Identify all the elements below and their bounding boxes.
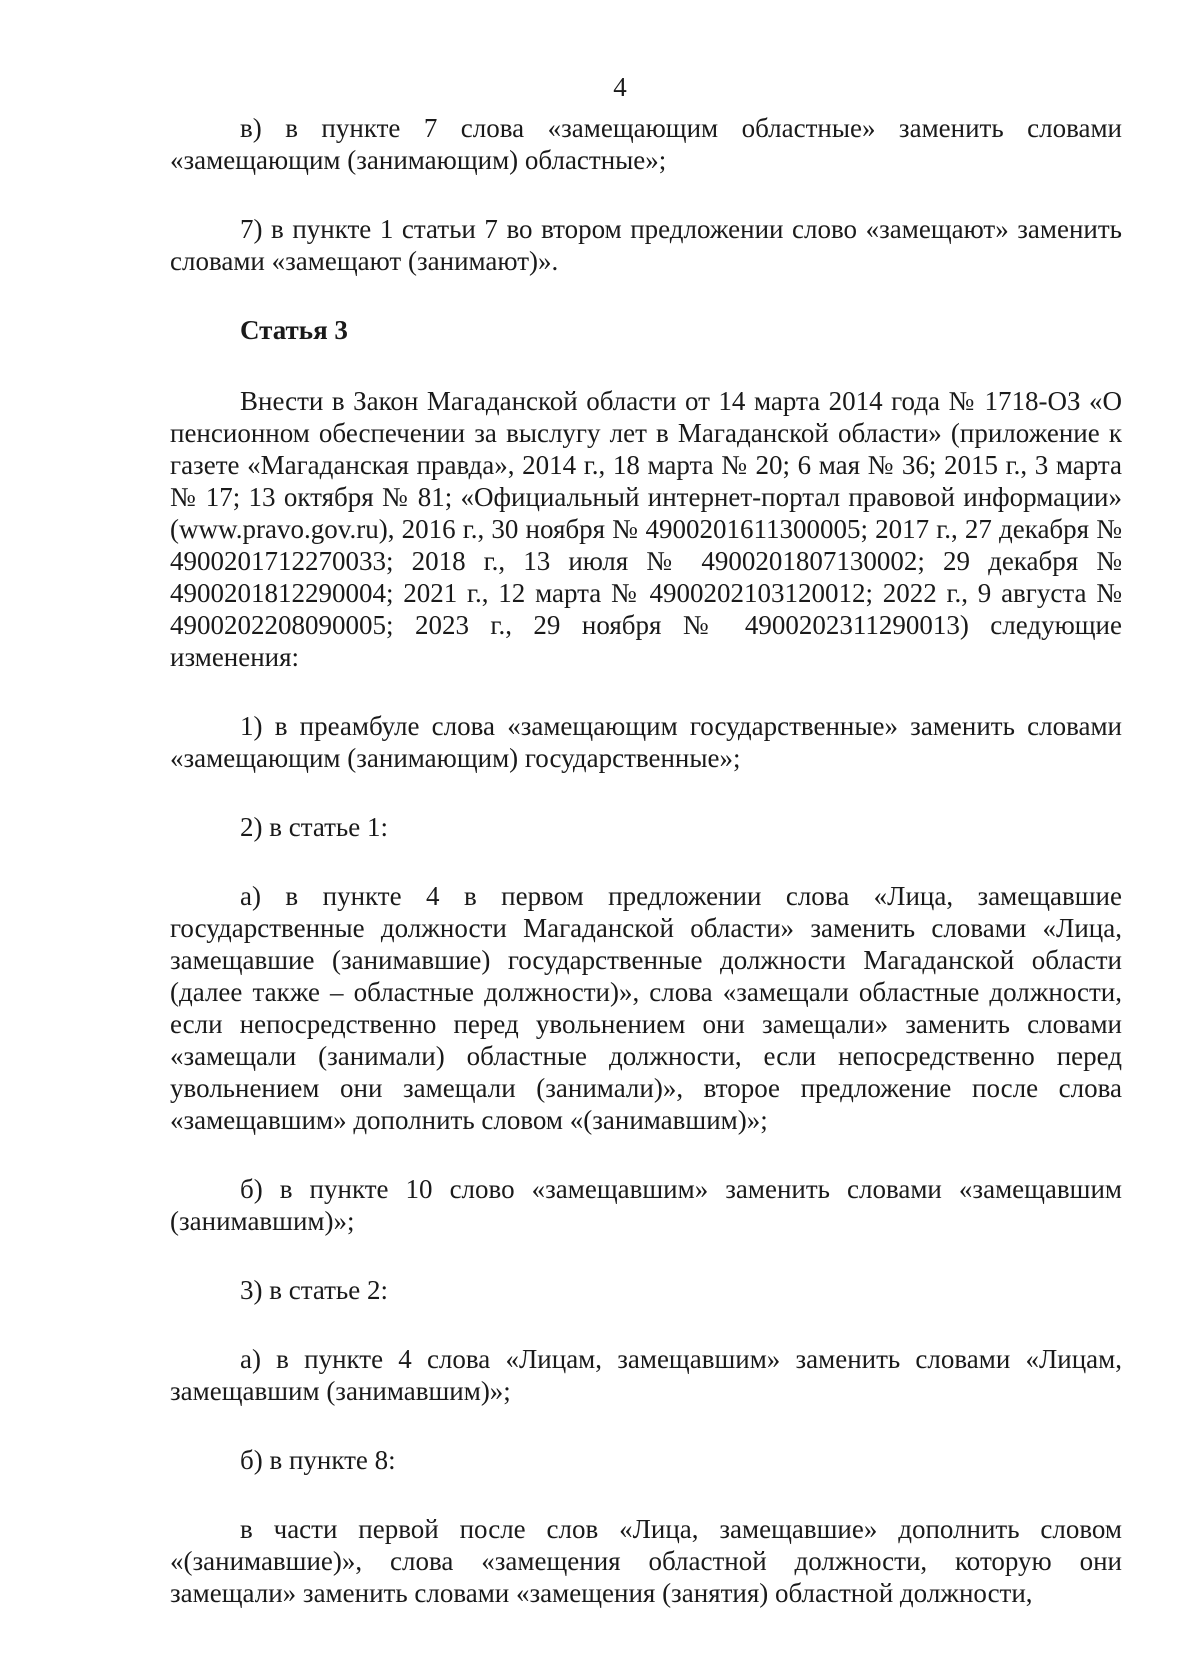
paragraph-item-2-article-1: 2) в статье 1: xyxy=(240,812,388,842)
page-number: 4 xyxy=(613,72,627,102)
paragraph-b-punkt-8: б) в пункте 8: xyxy=(240,1445,396,1475)
paragraph-article-3-intro: Внести в Закон Магаданской области от 14 марта 2014 года № 1718-ОЗ «О пенсионном обеспечении за выслугу лет в Магаданской области» (приложение к газете «Магаданская правда», 2014 г., 18 марта № 20; 6 мая № 36; 2015 г., 3 марта № 17; 13 октября № 81; «Официальный интернет-портал правовой информации» (www.pravo.gov.ru), 2016 г., 30 ноября № 4900201611300005; 2017 г., 27 декабря № 4900201712270033; 2018 г., 13 июля № 4900201807130002; 29 декабря № 4900201812290004; 2021 г., 12 марта № 4900202103120012; 2022 г., 9 августа № 4900202208090005; 2023 г., 29 ноября № 4900202311290013) следующие изменения: xyxy=(170,386,1122,672)
paragraph-a-punkt-4-litsam: а) в пункте 4 слова «Лицам, замещавшим» заменить словами «Лицам, замещавшим (занимавшим)»; xyxy=(170,1344,1122,1406)
paragraph-a-punkt-4: а) в пункте 4 в первом предложении слова «Лица, замещавшие государственные должности Магаданской области» заменить словами «Лица, замещавшие (занимавшие) государственные должности Магаданской области (далее также – областные должности)», слова «замещали областные должности, если непосредственно перед увольнением они замещали» заменить словами «замещали (занимали) областные должности, если непосредственно перед увольнением они замещали (занимали)», второе предложение после слова «замещавшим» дополнить словом «(занимавшим)»; xyxy=(170,881,1122,1135)
paragraph-item-7: 7) в пункте 1 статьи 7 во втором предложении слово «замещают» заменить словами «замещают (занимают)». xyxy=(170,214,1122,276)
paragraph-item-1-preamble: 1) в преамбуле слова «замещающим государственные» заменить словами «замещающим (занимающим) государственные»; xyxy=(170,711,1122,773)
article-heading: Статья 3 xyxy=(240,315,348,345)
document-body xyxy=(170,112,1122,1609)
paragraph-b-punkt-10: б) в пункте 10 слово «замещавшим» заменить словами «замещавшим (занимавшим)»; xyxy=(170,1174,1122,1236)
paragraph-item-3-article-2: 3) в статье 2: xyxy=(240,1275,388,1305)
paragraph-part-one: в части первой после слов «Лица, замещавшие» дополнить словом «(занимавшие)», слова «замещения областной должности, которую они замещали» заменить словами «замещения (занятия) областной должности, xyxy=(170,1514,1122,1608)
paragraph-v-punkt-7: в) в пункте 7 слова «замещающим областные» заменить словами «замещающим (занимающим) областные»; xyxy=(170,113,1122,175)
